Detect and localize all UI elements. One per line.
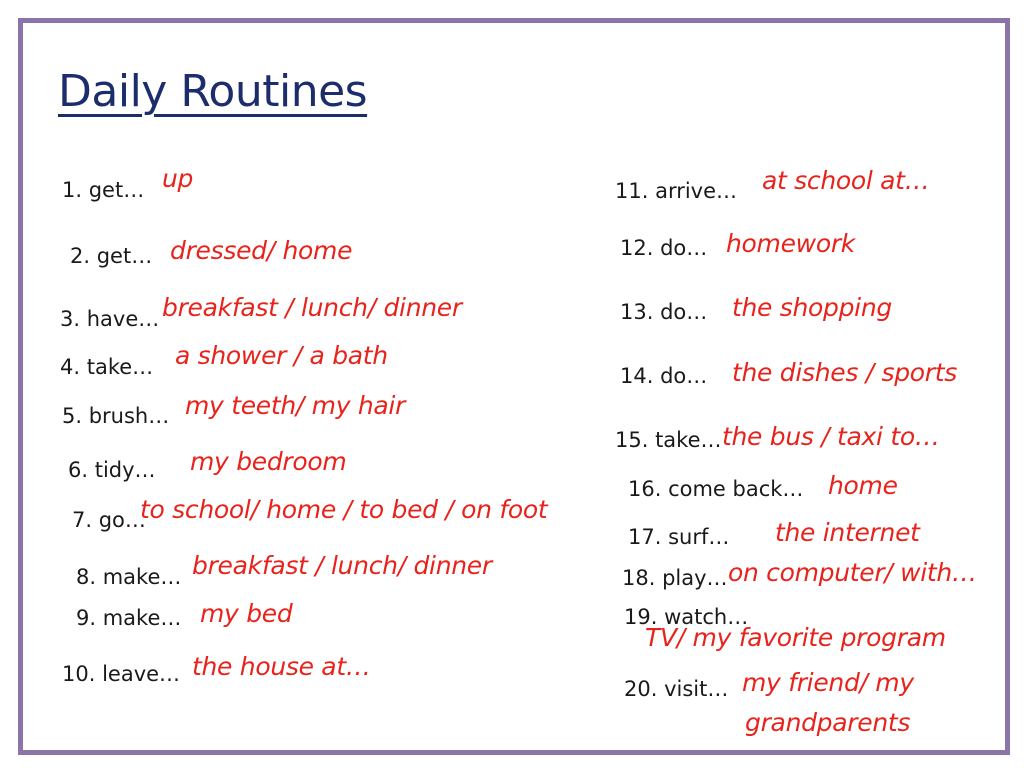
item-20-prompt: 20. visit… xyxy=(624,677,729,701)
item-7-answer: to school/ home / to bed / on foot xyxy=(140,495,548,524)
item-19-prompt: 19. watch… xyxy=(624,605,749,629)
item-13-answer: the shopping xyxy=(732,293,892,322)
item-14-answer: the dishes / sports xyxy=(732,358,957,387)
page-title: Daily Routines xyxy=(58,66,368,117)
item-13-prompt: 13. do… xyxy=(620,300,708,324)
item-5-prompt: 5. brush… xyxy=(62,404,170,428)
item-11-prompt: 11. arrive… xyxy=(615,179,738,203)
item-10-prompt: 10. leave… xyxy=(62,662,181,686)
item-10-answer: the house at… xyxy=(192,652,371,681)
item-20-answer-continuation: grandparents xyxy=(745,708,911,737)
item-5-answer: my teeth/ my hair xyxy=(185,391,406,420)
item-8-prompt: 8. make… xyxy=(76,565,182,589)
item-19-answer: TV/ my favorite program xyxy=(645,623,946,652)
item-20-answer: my friend/ my xyxy=(742,668,914,697)
item-17-answer: the internet xyxy=(775,518,920,547)
item-1-answer: up xyxy=(162,164,194,193)
item-8-answer: breakfast / lunch/ dinner xyxy=(192,551,492,580)
item-12-prompt: 12. do… xyxy=(620,236,708,260)
item-18-answer: on computer/ with… xyxy=(728,558,977,587)
item-18-prompt: 18. play… xyxy=(622,566,728,590)
item-11-answer: at school at… xyxy=(762,166,930,195)
item-2-prompt: 2. get… xyxy=(70,244,153,268)
item-14-prompt: 14. do… xyxy=(620,364,708,388)
item-7-prompt: 7. go… xyxy=(72,508,146,532)
item-4-answer: a shower / a bath xyxy=(175,341,388,370)
item-16-answer: home xyxy=(828,471,898,500)
item-6-answer: my bedroom xyxy=(190,447,347,476)
item-2-answer: dressed/ home xyxy=(170,236,353,265)
item-15-prompt: 15. take… xyxy=(615,428,722,452)
item-17-prompt: 17. surf… xyxy=(628,525,730,549)
item-9-answer: my bed xyxy=(200,599,293,628)
item-1-prompt: 1. get… xyxy=(62,178,145,202)
item-3-prompt: 3. have… xyxy=(60,307,160,331)
item-4-prompt: 4. take… xyxy=(60,355,154,379)
item-3-answer: breakfast / lunch/ dinner xyxy=(162,293,462,322)
item-16-prompt: 16. come back… xyxy=(628,477,804,501)
item-15-answer: the bus / taxi to… xyxy=(722,422,940,451)
item-9-prompt: 9. make… xyxy=(76,606,182,630)
item-6-prompt: 6. tidy… xyxy=(68,458,156,482)
item-12-answer: homework xyxy=(726,229,855,258)
